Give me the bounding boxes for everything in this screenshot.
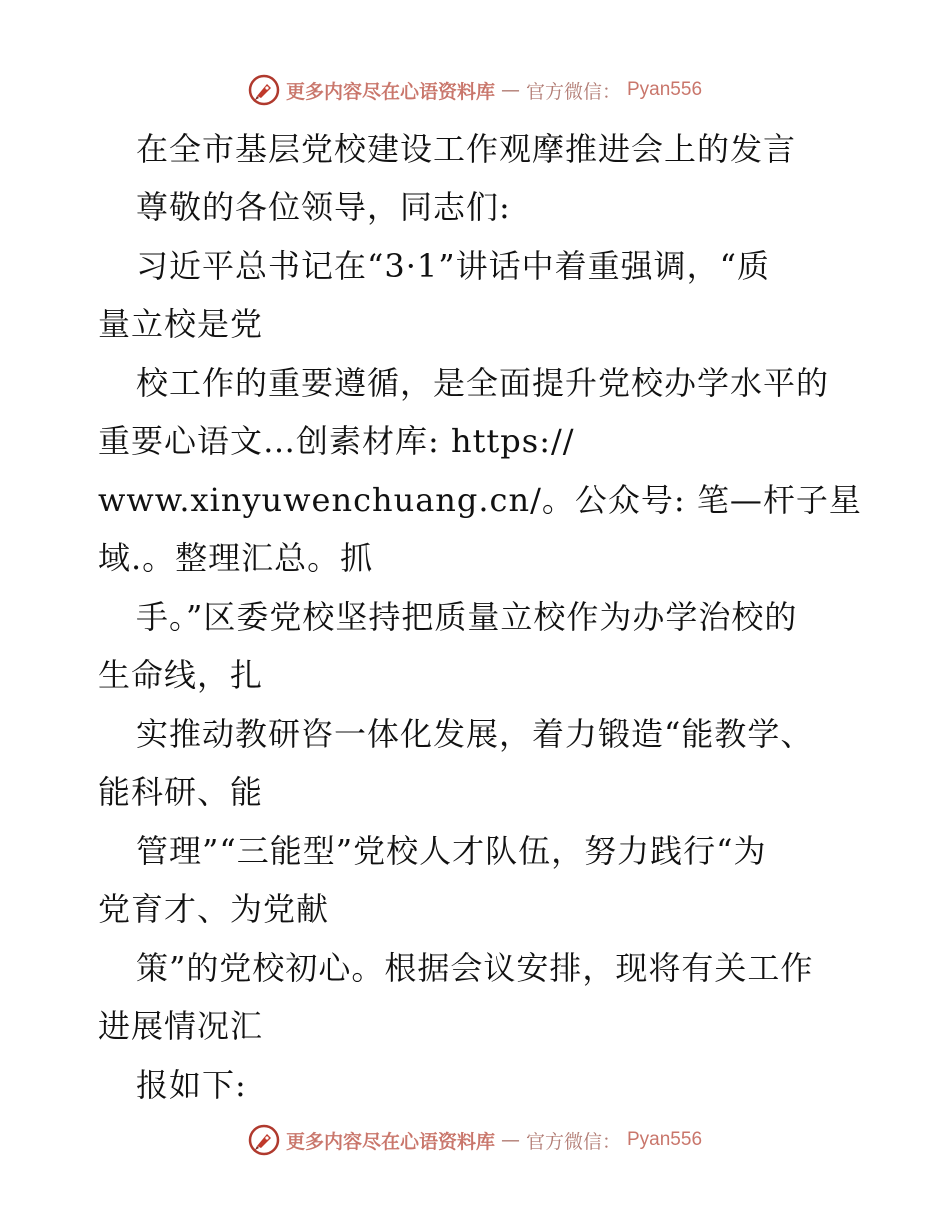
wechat-id: Pyan556 [627, 79, 703, 100]
site-name: 更多内容尽在心语资料库 [285, 1130, 495, 1153]
site-name: 更多内容尽在心语资料库 [285, 80, 495, 103]
wechat-label: 官方微信： [525, 1130, 621, 1153]
text-line: 策”的党校初心。根据会议安排，现将有关工作 [136, 949, 814, 987]
text-line: 党育才、为党献 [98, 890, 330, 928]
text-line: 重要心语文…创素材库: https:// [98, 422, 575, 460]
footer-banner [0, 1122, 950, 1158]
document-title: 在全市基层党校建设工作观摩推进会上的发言 [136, 130, 797, 168]
text-line: 实推动教研咨一体化发展，着力锻造“能教学、 [136, 715, 814, 753]
text-line: 习近平总书记在“3·1”讲话中着重强调，“质 [136, 247, 770, 285]
text-line: 手。”区委党校坚持把质量立校作为办学治校的 [136, 598, 798, 636]
text-line: 能科研、能 [98, 773, 264, 811]
banner-group [248, 74, 702, 106]
text-line: 进展情况汇 [98, 1007, 264, 1045]
text-line: 量立校是党 [98, 305, 264, 343]
text-line: 生命线，扎 [98, 656, 264, 694]
text-line: www.xinyuwenchuang.cn/。公众号: 笔—杆子星 [98, 481, 862, 519]
header-banner [0, 72, 950, 108]
text-line: 管理”“三能型”党校人才队伍，努力践行“为 [136, 832, 767, 870]
pen-nib-logo-icon [248, 1124, 280, 1156]
text-line: 校工作的重要遵循，是全面提升党校办学水平的 [136, 364, 830, 402]
salutation: 尊敬的各位领导，同志们: [136, 188, 511, 226]
wechat-label: 官方微信： [525, 80, 621, 103]
pen-nib-logo-icon [248, 74, 280, 106]
text-line: 报如下: [136, 1066, 247, 1104]
wechat-id: Pyan556 [627, 1129, 703, 1150]
text-line: 域.。整理汇总。抓 [98, 539, 374, 577]
banner-separator: — [500, 1129, 520, 1151]
banner-separator: — [500, 79, 520, 101]
banner-group [248, 1124, 702, 1156]
